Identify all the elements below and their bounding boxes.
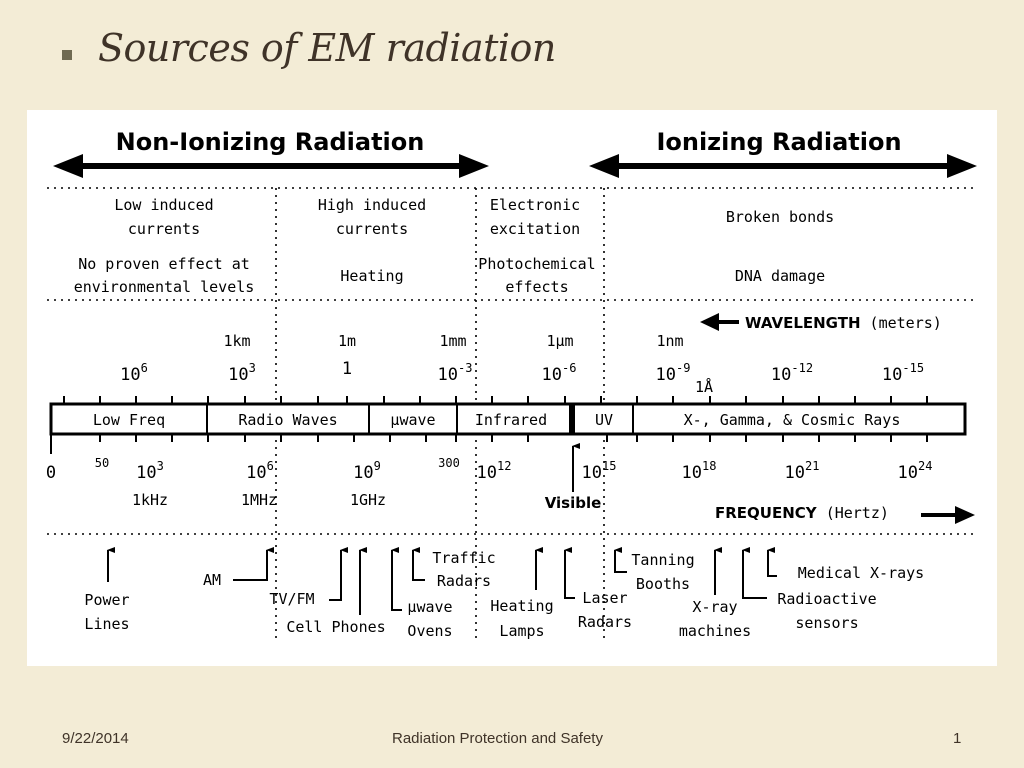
source-laser-radars-2: Radars	[577, 613, 633, 631]
source-laser-radars-1: Laser	[582, 589, 628, 607]
freq-label-300: 300	[438, 456, 460, 470]
source-traffic-radars-1: Traffic	[432, 549, 496, 567]
source-medical-xrays: Medical X-rays	[797, 564, 925, 582]
source-cell-phones: Cell Phones	[286, 618, 386, 636]
effect-photochemical-1: Photochemical	[478, 255, 596, 273]
source-power-lines-1: Power	[84, 591, 130, 609]
em-spectrum-diagram	[27, 110, 997, 666]
effect-heating: Heating	[340, 267, 404, 285]
wavelength-unit-1um: 1μm	[546, 332, 574, 350]
frequency-ticks	[51, 434, 927, 454]
page-number: 1	[953, 730, 962, 747]
freq-label-1e18: $10^{18}$	[681, 459, 717, 483]
em-spectrum-figure	[27, 110, 997, 666]
wavelength-power-1e-9: $10^{-9}$	[655, 361, 691, 385]
frequency-arrow	[921, 506, 975, 524]
source-heating-lamps-2: Lamps	[499, 622, 545, 640]
source-am: AM	[202, 571, 222, 589]
wavelength-power-1e-3: $10^{-3}$	[437, 361, 473, 385]
freq-label-1e21: $10^{21}$	[784, 459, 820, 483]
wavelength-power-1e3: $10^3$	[228, 361, 256, 385]
source-xray-machines-1: X-ray	[692, 598, 738, 616]
source-power-lines-2: Lines	[84, 615, 130, 633]
source-traffic-radars-2: Radars	[436, 572, 492, 590]
band-radio-waves: Radio Waves	[238, 411, 338, 429]
freq-label-1e12: $10^{12}$	[476, 459, 512, 483]
source-uwave-ovens-2: Ovens	[407, 622, 453, 640]
wavelength-unit-1m: 1m	[337, 332, 357, 350]
freq-unit-1ghz: 1GHz	[349, 491, 387, 509]
wavelength-title: WAVELENGTH (meters)	[745, 314, 942, 332]
non-ionizing-arrow	[53, 154, 489, 178]
effect-dna-damage: DNA damage	[734, 267, 826, 285]
wavelength-power-1e-6: $10^{-6}$	[541, 361, 577, 385]
wavelength-power-1e-15: $10^{-15}$	[881, 361, 925, 385]
freq-label-50: 50	[94, 456, 110, 470]
ionizing-arrow	[589, 154, 977, 178]
frequency-title: FREQUENCY (Hertz)	[715, 504, 889, 522]
band-uv: UV	[594, 411, 614, 429]
wavelength-power-1: 1	[341, 359, 353, 379]
wavelength-unit-1nm: 1nm	[656, 332, 684, 350]
freq-label-1e3: $10^3$	[136, 459, 164, 483]
freq-unit-1khz: 1kHz	[131, 491, 169, 509]
band-microwave: μwave	[390, 411, 436, 429]
source-uwave-ovens-1: μwave	[407, 598, 453, 616]
effect-electronic-2: excitation	[489, 220, 581, 238]
freq-label-1e24: $10^{24}$	[897, 459, 933, 483]
effect-no-proven-1: No proven effect at	[78, 255, 250, 273]
band-infrared: Infrared	[474, 411, 548, 429]
freq-label-1e15: $10^{15}$	[581, 459, 617, 483]
effect-low-induced-2: currents	[127, 220, 201, 238]
source-tanning-booths-1: Tanning	[631, 551, 695, 569]
effect-high-induced-1: High induced	[317, 196, 427, 214]
slide-title: Sources of EM radiation	[98, 26, 556, 70]
title-bullet	[62, 50, 72, 60]
effect-no-proven-2: environmental levels	[73, 278, 255, 296]
source-tv-fm: TV/FM	[269, 590, 315, 608]
freq-label-1e6: $10^6$	[246, 459, 274, 483]
freq-unit-1mhz: 1MHz	[240, 491, 278, 509]
ionizing-header: Ionizing Radiation	[656, 128, 902, 156]
effect-electronic-1: Electronic	[489, 196, 581, 214]
non-ionizing-header: Non-Ionizing Radiation	[115, 128, 425, 156]
effect-high-induced-2: currents	[335, 220, 409, 238]
wavelength-unit-1km: 1km	[223, 332, 251, 350]
wavelength-arrow	[700, 313, 739, 331]
wavelength-power-1e6: $10^6$	[120, 361, 148, 385]
visible-label: Visible	[544, 494, 602, 512]
source-heating-lamps-1: Heating	[490, 597, 554, 615]
footer-date: 9/22/2014	[62, 730, 129, 747]
effect-photochemical-2: effects	[505, 278, 569, 296]
source-radioactive-sensors-2: sensors	[795, 614, 859, 632]
effect-broken-bonds: Broken bonds	[725, 208, 835, 226]
freq-label-0: 0	[45, 463, 57, 483]
freq-label-1e9: $10^9$	[353, 459, 381, 483]
band-xray-gamma-cosmic: X-, Gamma, & Cosmic Rays	[683, 411, 901, 429]
wavelength-unit-1mm: 1mm	[439, 332, 467, 350]
band-low-freq: Low Freq	[92, 411, 166, 429]
effect-low-induced-1: Low induced	[114, 196, 214, 214]
angstrom-label: 1Å	[694, 378, 714, 396]
wavelength-power-1e-12: $10^{-12}$	[770, 361, 814, 385]
source-radioactive-sensors-1: Radioactive	[777, 590, 877, 608]
source-tanning-booths-2: Booths	[635, 575, 691, 593]
footer-title: Radiation Protection and Safety	[392, 730, 603, 747]
source-xray-machines-2: machines	[678, 622, 752, 640]
